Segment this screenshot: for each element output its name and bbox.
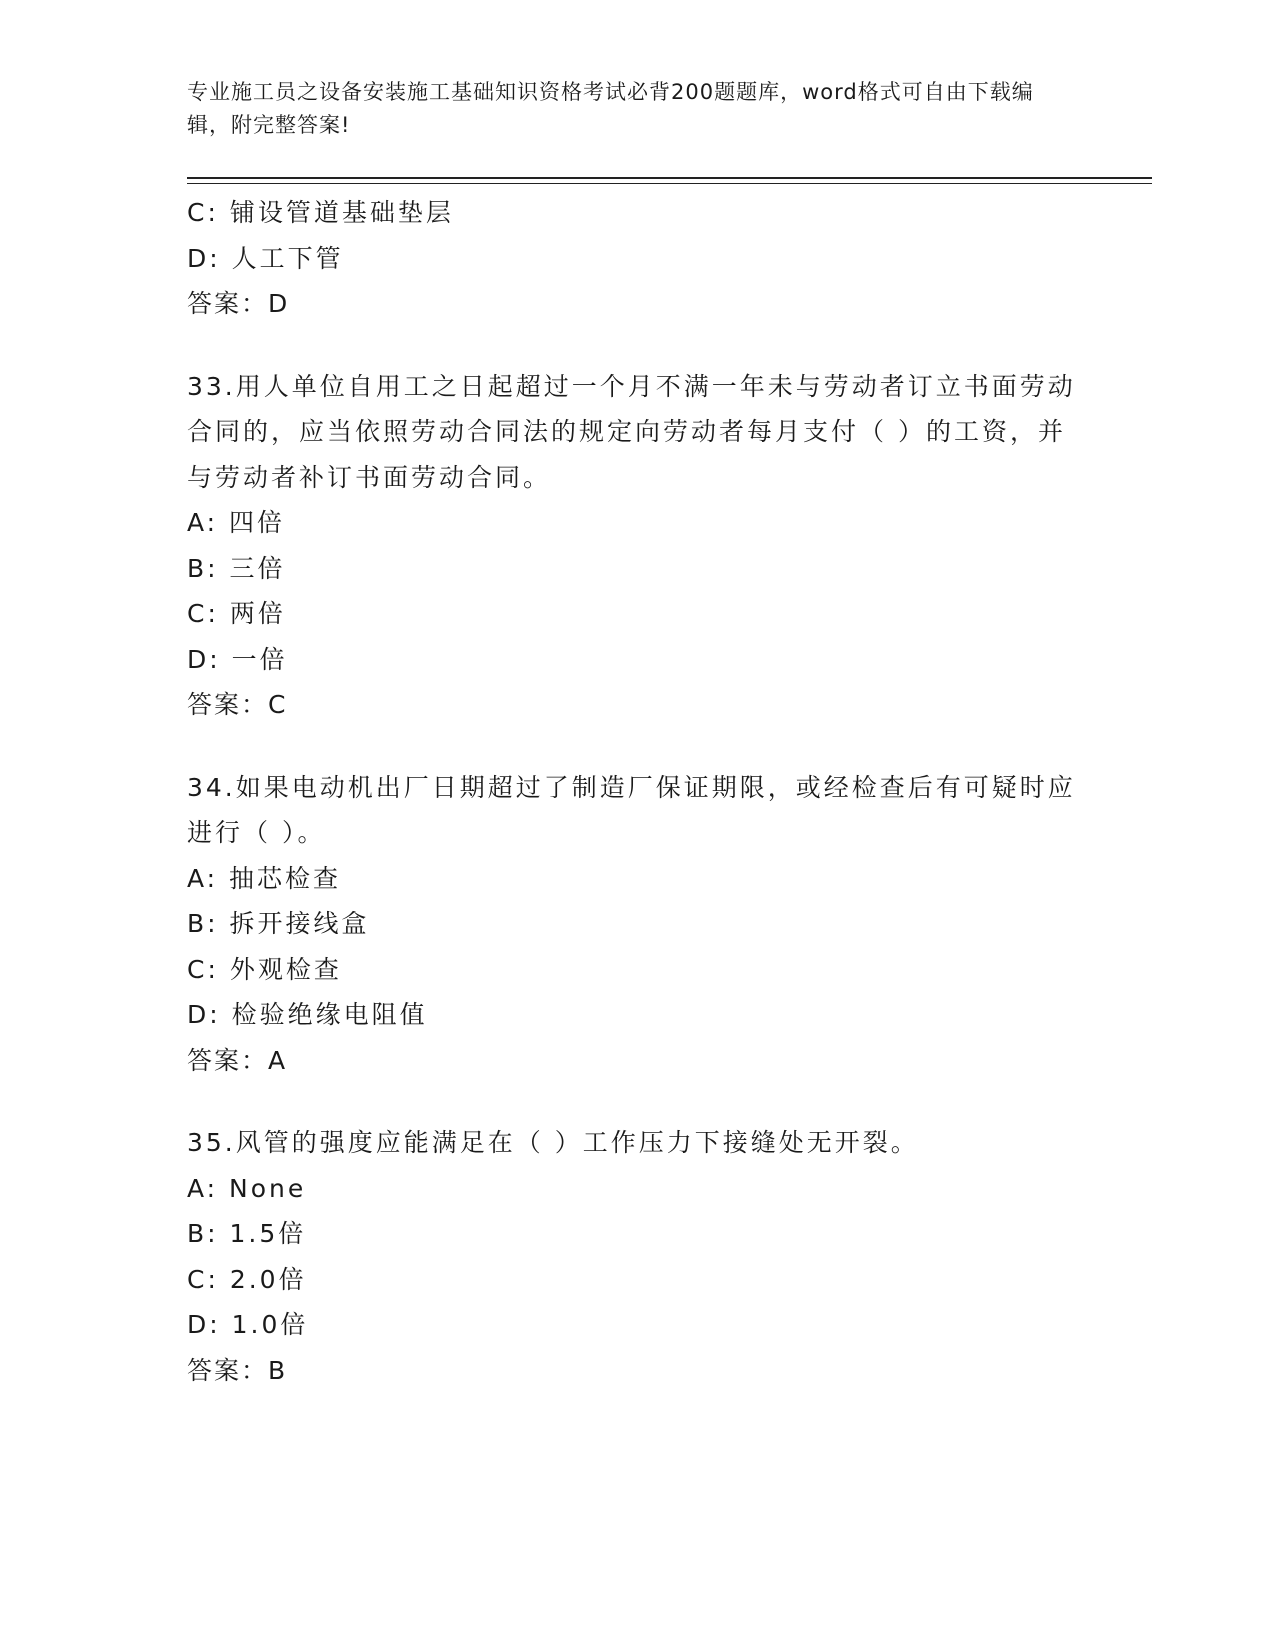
option-d: D: 人工下管 xyxy=(187,243,344,273)
header-divider xyxy=(187,177,1152,179)
option-b: B: 拆开接线盒 xyxy=(187,909,370,938)
lead-question-tail xyxy=(187,190,1087,327)
question-content xyxy=(187,190,1087,1393)
option-d: D: 1.0倍 xyxy=(187,1310,309,1339)
option-a: A: None xyxy=(187,1173,307,1203)
answer-line: 答案：A xyxy=(187,1045,288,1075)
option-d: D: 一倍 xyxy=(187,644,288,674)
option-c: C: 铺设管道基础垫层 xyxy=(187,198,454,227)
option-d: D: 检验绝缘电阻值 xyxy=(187,1000,428,1029)
option-b: B: 三倍 xyxy=(187,553,286,583)
header-divider-thin xyxy=(187,183,1152,184)
question-stem: 34.如果电动机出厂日期超过了制造厂保证期限，或经检查后有可疑时应进行（ ）。 xyxy=(187,772,1076,847)
option-b: B: 1.5倍 xyxy=(187,1219,307,1248)
option-c: C: 外观检查 xyxy=(187,954,342,984)
question-stem: 35.风管的强度应能满足在（ ）工作压力下接缝处无开裂。 xyxy=(187,1128,919,1157)
answer-line: 答案：D xyxy=(187,289,290,318)
answer-line: 答案：B xyxy=(187,1355,288,1385)
option-c: C: 2.0倍 xyxy=(187,1264,307,1294)
document-header: 专业施工员之设备安装施工基础知识资格考试必背200题题库，word格式可自由下载编辑，附完整答案! xyxy=(187,80,1034,137)
option-a: A: 四倍 xyxy=(187,508,286,537)
option-c: C: 两倍 xyxy=(187,599,286,628)
question-33 xyxy=(187,364,1087,728)
question-34 xyxy=(187,765,1087,1084)
question-stem: 33.用人单位自用工之日起超过一个月不满一年未与劳动者订立书面劳动合同的，应当依照劳动合同法的规定向劳动者每月支付（ ）的工资，并与劳动者补订书面劳动合同。 xyxy=(187,371,1076,492)
answer-line: 答案：C xyxy=(187,690,288,719)
question-35 xyxy=(187,1120,1087,1393)
option-a: A: 抽芯检查 xyxy=(187,863,342,893)
